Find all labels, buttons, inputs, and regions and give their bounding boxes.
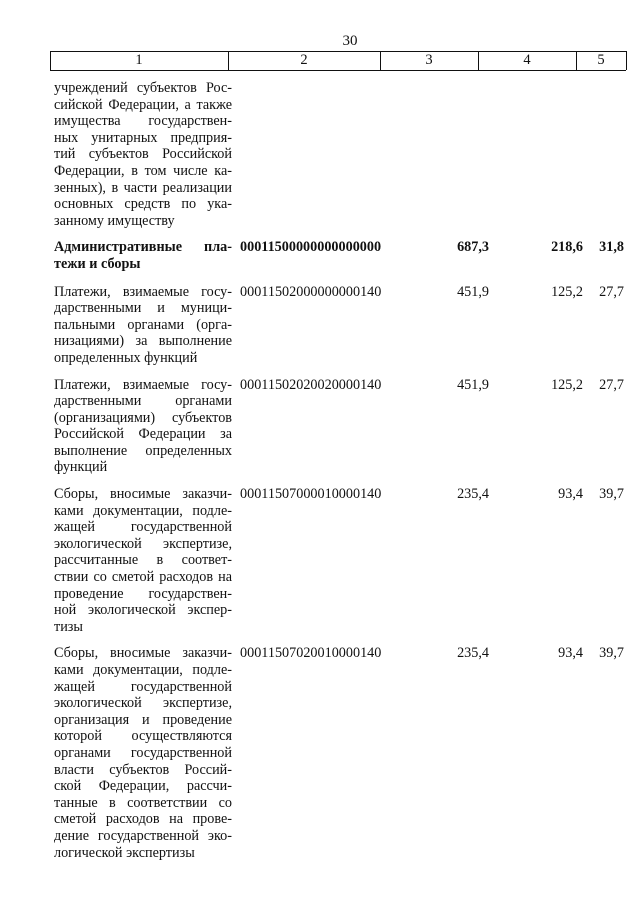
description-line: зенных), в части реализации [54,179,232,196]
row-description [50,486,232,635]
description-line: тизы [54,618,83,635]
budget-code: 00011507020010000140 [240,645,382,662]
column-divider [576,51,577,70]
description-line: ной экологической экспер- [54,602,232,619]
description-line: Платежи, взимаемые госу- [54,283,232,300]
page-number: 30 [342,33,358,49]
description-line: (организациями) субъектов [54,409,232,426]
value-column-3: 687,3 [457,239,489,256]
budget-code: 00011507000010000140 [240,486,382,503]
value-column-5: 27,7 [599,376,624,393]
column-divider [478,51,479,70]
description-line: ствии со сметой расходов на [54,569,232,586]
description-line: Федерации, в том числе ка- [54,162,232,179]
description-line: имущества государствен- [54,113,232,130]
row-description [50,284,232,367]
description-line: дарственными органами [54,393,232,410]
value-column-3: 451,9 [457,376,489,393]
description-line: органами государственной [54,744,232,761]
value-column-5: 31,8 [599,239,624,256]
value-column-4: 93,4 [558,486,583,503]
description-line: ками документации, подле- [54,662,232,678]
description-line: определенных функций [54,349,198,366]
value-column-3: 235,4 [457,486,489,503]
budget-code: 00011500000000000000 [240,239,382,256]
value-column-4: 125,2 [551,283,583,300]
description-line: Сборы, вносимые заказчи- [54,645,232,662]
column-header-5: 5 [597,52,605,68]
column-header-2: 2 [300,52,308,68]
column-divider [380,51,381,70]
description-line: проведение государствен- [54,585,232,602]
description-line: Сборы, вносимые заказчи- [54,486,232,503]
description-line: Административные пла- [54,239,232,256]
description-line: занному имуществу [54,212,175,229]
description-line: Российской Федерации за [54,426,232,443]
table-row [50,284,626,367]
description-line: низациями) за выполнение [54,333,232,350]
table-body [50,70,626,861]
column-divider [626,51,627,70]
row-description [50,80,232,229]
description-line: жащей государственной [54,519,232,536]
description-line: танные в соответствии со [54,794,232,811]
description-line: власти субъектов Россий- [54,761,232,778]
description-line: логической экспертизы [54,844,195,861]
value-column-3: 451,9 [457,283,489,300]
description-line: пальными органами (орга- [54,316,232,333]
row-description [50,645,232,861]
description-line: сметой расходов на прове- [54,811,232,828]
description-line: жащей государственной [54,678,232,695]
description-line: ками документации, подле- [54,502,232,519]
row-description [50,239,232,272]
description-line: дение государственной эко- [54,827,232,844]
table-row [50,80,626,229]
description-line: ных унитарных предприя- [54,129,232,146]
description-line: которой осуществляются [54,728,232,745]
column-divider [50,51,51,70]
value-column-5: 39,7 [599,486,624,503]
description-line: ской Федерации, рассчи- [54,778,232,795]
description-line: функций [54,459,108,476]
description-line: рассчитанные в соответ- [54,552,232,569]
description-line: дарственными и муници- [54,300,232,317]
table-header-row [50,51,626,71]
table-row [50,645,626,861]
budget-code: 00011502000000000140 [240,283,382,300]
description-line: Платежи, взимаемые госу- [54,376,232,393]
description-line: выполнение определенных [54,442,232,459]
description-line: учреждений субъектов Рос- [54,80,232,96]
table-row [50,239,626,272]
column-header-3: 3 [425,52,433,68]
column-divider [228,51,229,70]
description-line: сийской Федерации, а также [54,96,232,113]
value-column-4: 93,4 [558,645,583,662]
value-column-4: 125,2 [551,376,583,393]
description-line: тий субъектов Российской [54,146,232,163]
value-column-4: 218,6 [551,239,583,256]
description-line: основных средств по ука- [54,196,232,213]
value-column-3: 235,4 [457,645,489,662]
description-line: организация и проведение [54,711,232,728]
column-header-4: 4 [523,52,531,68]
description-line: экологической экспертизе, [54,535,232,552]
value-column-5: 27,7 [599,283,624,300]
table-row [50,377,626,477]
row-description [50,377,232,477]
description-line: экологической экспертизе, [54,695,232,712]
value-column-5: 39,7 [599,645,624,662]
budget-code: 00011502020020000140 [240,376,382,393]
table-row [50,486,626,635]
description-line: тежи и сборы [54,255,141,272]
column-header-1: 1 [135,52,143,68]
